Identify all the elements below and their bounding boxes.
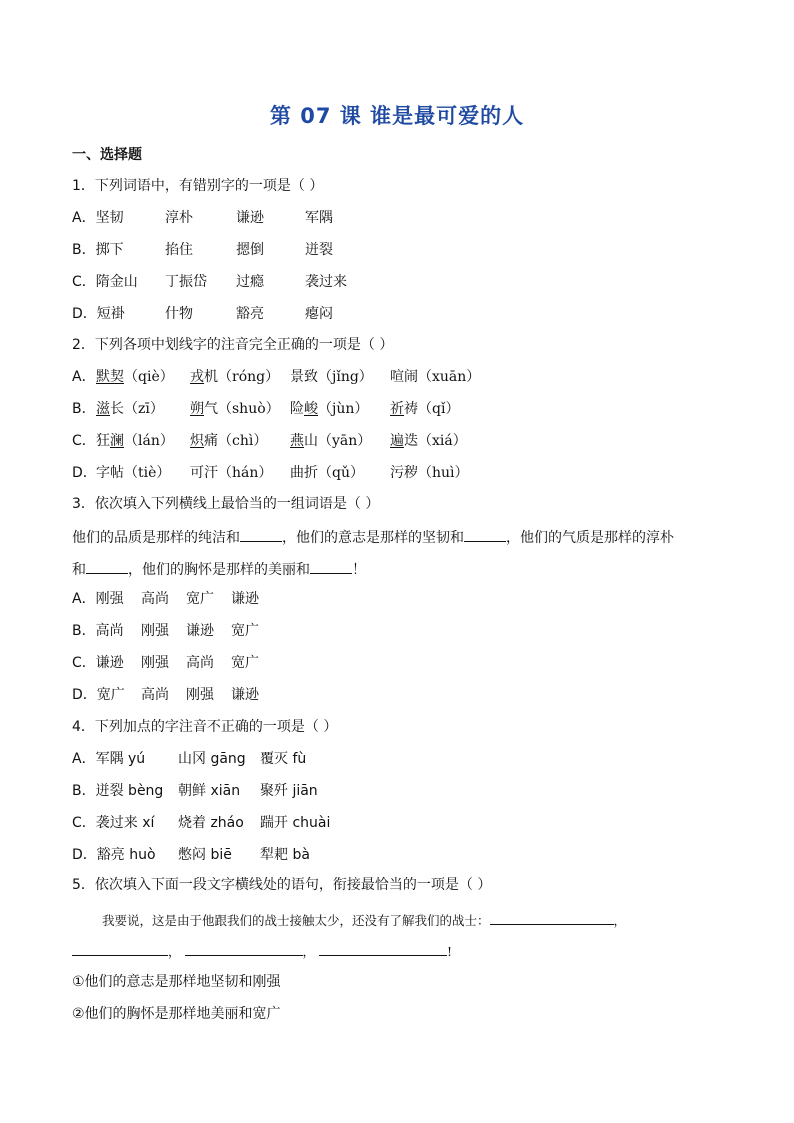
- q4-stem: 4．下列加点的字注音不正确的一项是（ ）: [72, 719, 338, 735]
- q3-option-c-2: 刚强: [141, 655, 169, 671]
- q2-option-c-2: 炽痛（chì）: [190, 433, 268, 449]
- answer-blank: [240, 527, 282, 542]
- q2-option-d-1: 字帖（tiè）: [96, 465, 171, 481]
- q4-option-b-1: B．迸裂 bèng: [72, 783, 164, 799]
- q1-option-c-4: 袭过来: [305, 274, 347, 290]
- q5-text: 我要说，这是由于他跟我们的战士接触太少，还没有了解我们的战士：: [102, 913, 490, 928]
- answer-blank: [464, 527, 506, 542]
- q1-option-c-3: 过瘾: [236, 274, 264, 290]
- q3-option-d-4: 谦逊: [231, 687, 259, 703]
- underlined-char: 澜: [110, 433, 124, 449]
- underlined-char: 炽: [190, 433, 204, 449]
- q3-option-c-4: 宽广: [231, 655, 259, 671]
- q3-paragraph-line2: [72, 559, 366, 579]
- answer-blank: [185, 941, 303, 956]
- underlined-char: 峻: [304, 401, 318, 417]
- answer-blank: [490, 910, 614, 925]
- q1-option-a-4: 军隅: [305, 210, 333, 226]
- answer-blank: [86, 559, 128, 574]
- q3-option-c-1: C．谦逊: [72, 655, 124, 671]
- q3-text: 和: [72, 562, 86, 578]
- q3-option-a-2: 高尚: [141, 591, 169, 607]
- q1-option-a-3: 谦逊: [236, 210, 264, 226]
- q2-option-a-3: 景致（jǐng）: [290, 369, 373, 385]
- q3-option-b-1: B．高尚: [72, 623, 124, 639]
- answer-blank: [310, 559, 352, 574]
- q3-option-c-3: 高尚: [186, 655, 214, 671]
- q3-text: ，他们的意志是那样的坚韧和: [282, 530, 464, 546]
- q4-option-b-3: 聚歼 jiān: [260, 783, 318, 799]
- answer-blank: [72, 941, 168, 956]
- q4-option-d-1: D．豁亮 huò: [72, 847, 156, 863]
- q1-option-d-2: 什物: [165, 306, 193, 322]
- q1-option-d-4: 瘪闷: [305, 306, 333, 322]
- q1-option-c-1: C．隋金山: [72, 274, 138, 290]
- q3-paragraph-line1: [72, 527, 674, 547]
- q4-option-c-2: 烧着 zháo: [178, 815, 244, 831]
- q2-option-label: D．: [72, 465, 97, 481]
- q3-option-b-2: 刚强: [141, 623, 169, 639]
- q2-option-d-2: 可汗（hán）: [190, 465, 273, 481]
- q2-option-a-4: 喧闹（xuān）: [390, 369, 481, 385]
- q2-option-label: A．: [72, 369, 96, 385]
- q1-option-a-1: A．坚韧: [72, 210, 124, 226]
- q1-option-b-4: 迸裂: [305, 242, 333, 258]
- underlined-char: 滋: [96, 401, 110, 417]
- q4-option-d-3: 犁耙 bà: [260, 847, 310, 863]
- q3-option-a-1: A．刚强: [72, 591, 124, 607]
- q2-option-a-1: 默契（qiè）: [96, 369, 174, 385]
- q2-option-label: C．: [72, 433, 96, 449]
- q5-text: ，: [613, 913, 627, 928]
- q4-option-a-3: 覆灭 fù: [260, 751, 307, 767]
- q5-stem: 5．依次填入下面一段文字横线处的语句，衔接最恰当的一项是（ ）: [72, 877, 492, 893]
- underlined-char: 默契: [96, 369, 124, 385]
- q2-option-c-4: 遍迭（xiá）: [390, 433, 467, 449]
- underlined-char: 遍: [390, 433, 404, 449]
- q4-option-a-2: 山冈 gāng: [178, 751, 246, 767]
- q2-option-b-2: 朔气（shuò）: [190, 401, 280, 417]
- q5-paragraph-line1: [102, 910, 626, 930]
- q3-option-a-4: 谦逊: [231, 591, 259, 607]
- q3-option-a-3: 宽广: [186, 591, 214, 607]
- q2-option-a-2: 戎机（róng）: [190, 369, 280, 385]
- q3-stem: 3．依次填入下列横线上最恰当的一组词语是（ ）: [72, 496, 380, 512]
- q1-option-c-2: 丁振岱: [165, 274, 207, 290]
- q3-text: ，他们的气质是那样的淳朴: [506, 530, 674, 546]
- q1-stem: 1．下列词语中，有错别字的一项是（ ）: [72, 178, 324, 194]
- q3-option-d-3: 刚强: [186, 687, 214, 703]
- q4-option-b-2: 朝鲜 xiān: [178, 783, 241, 799]
- q3-option-d-1: D．宽广: [72, 687, 125, 703]
- section-heading: 一、选择题: [72, 147, 142, 163]
- q5-text: ，: [168, 944, 181, 959]
- q5-item-2: ②他们的胸怀是那样地美丽和宽广: [72, 1006, 281, 1022]
- q4-option-c-1: C．袭过来 xí: [72, 815, 155, 831]
- q4-option-d-2: 憋闷 biē: [178, 847, 232, 863]
- q3-option-b-3: 谦逊: [186, 623, 214, 639]
- q4-option-a-1: A．军隅 yú: [72, 751, 146, 767]
- q3-option-b-4: 宽广: [231, 623, 259, 639]
- q2-option-c-1: 狂澜（lán）: [96, 433, 174, 449]
- q1-option-d-3: 豁亮: [236, 306, 264, 322]
- answer-blank: [319, 941, 447, 956]
- q1-option-a-2: 淳朴: [165, 210, 193, 226]
- underlined-char: 祈: [390, 401, 404, 417]
- q1-option-d-1: D．短褂: [72, 306, 125, 322]
- q2-option-b-1: 滋长（zī）: [96, 401, 164, 417]
- q2-option-b-4: 祈祷（qǐ）: [390, 401, 460, 417]
- q3-text: ，他们的胸怀是那样的美丽和: [128, 562, 310, 578]
- underlined-char: 朔: [190, 401, 204, 417]
- q2-option-d-3: 曲折（qǔ）: [290, 465, 364, 481]
- q2-option-d-4: 污秽（huì）: [390, 465, 469, 481]
- q3-text: 他们的品质是那样的纯洁和: [72, 530, 240, 546]
- q3-option-d-2: 高尚: [141, 687, 169, 703]
- q5-text: !: [447, 944, 453, 959]
- page-title: 第 07 课 谁是最可爱的人: [269, 104, 525, 128]
- q2-option-label: B．: [72, 401, 96, 417]
- q5-text: ，: [302, 944, 316, 959]
- underlined-char: 戎: [190, 369, 204, 385]
- q3-text: ！: [352, 562, 366, 578]
- q2-stem: 2．下列各项中划线字的注音完全正确的一项是（ ）: [72, 337, 394, 353]
- q1-option-b-1: B．掷下: [72, 242, 124, 258]
- q1-option-b-3: 摁倒: [236, 242, 264, 258]
- q2-option-c-3: 燕山（yān）: [290, 433, 372, 449]
- q1-option-b-2: 掐住: [165, 242, 193, 258]
- q2-option-b-3: 险峻（jùn）: [290, 401, 369, 417]
- q5-item-1: ①他们的意志是那样地坚韧和刚强: [72, 974, 281, 990]
- q4-option-c-3: 踹开 chuài: [260, 815, 331, 831]
- underlined-char: 燕: [290, 433, 304, 449]
- q5-paragraph-line2: [72, 941, 452, 961]
